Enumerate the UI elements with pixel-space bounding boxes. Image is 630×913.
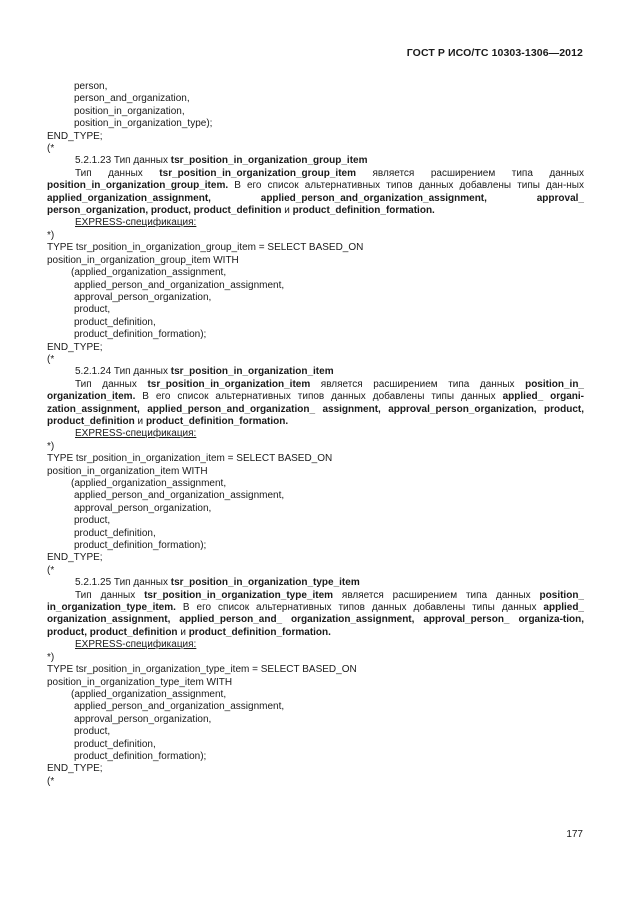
code-line: *) bbox=[47, 229, 55, 241]
code-line: END_TYPE; bbox=[47, 552, 103, 564]
code-line: TYPE tsr_position_in_organization_item = SELECT BASED_ON bbox=[47, 453, 333, 465]
document-header: ГОСТ Р ИСО/ТС 10303-1306—2012 bbox=[406, 47, 583, 59]
code-line: approval_person_organization, bbox=[74, 713, 212, 725]
code-line: product_definition_formation); bbox=[74, 540, 207, 552]
code-line: *) bbox=[47, 651, 55, 663]
code-line: product_definition, bbox=[74, 527, 156, 539]
code-line: *) bbox=[47, 440, 55, 452]
code-line: person, bbox=[74, 81, 108, 92]
section-paragraph: Тип данных tsr_position_in_organization_group_item является расширением типа данных position_in_organization_group_item. В его список альтернативных типов данных добавлены типы дан-ных applied_organization_assignment, applied_person_and_organization_assignment, approval_ person_organization, product, product_definition и product_definition_formation. bbox=[47, 167, 584, 217]
code-line: product_definition, bbox=[74, 316, 156, 328]
code-line: product, bbox=[74, 515, 111, 527]
code-line: (* bbox=[47, 564, 55, 576]
code-line: applied_person_and_organization_assignment, bbox=[74, 279, 285, 291]
code-line: TYPE tsr_position_in_organization_group_item = SELECT BASED_ON bbox=[47, 242, 364, 254]
code-line: position_in_organization_item WITH bbox=[47, 465, 208, 477]
code-line: product, bbox=[74, 726, 111, 738]
code-line: product_definition_formation); bbox=[74, 750, 207, 762]
code-line: product_definition, bbox=[74, 738, 156, 750]
code-line: position_in_organization_group_item WITH bbox=[47, 254, 239, 266]
code-line: position_in_organization, bbox=[74, 105, 185, 117]
document-body bbox=[47, 81, 584, 788]
section-paragraph: Тип данных tsr_position_in_organization_type_item является расширением типа данных position_ in_organization_type_item. В его список альтернативных типов данных добавлены типы данных applied_ organization_assignment, applied_person_and_ organization_assignment, approval_person_ organiza-tion, product, product_definition и product_definition_formation. bbox=[47, 589, 584, 638]
section-heading: 5.2.1.23 Тип данных tsr_position_in_organization_group_item bbox=[75, 155, 368, 167]
code-line: (* bbox=[47, 143, 55, 155]
code-line: END_TYPE; bbox=[47, 130, 103, 142]
section-heading: 5.2.1.24 Тип данных tsr_position_in_organization_item bbox=[75, 366, 334, 378]
section-paragraph: Тип данных tsr_position_in_organization_item является расширением типа данных position_in_ organization_item. В его список альтернативных типов данных добавлены типы данных applied_ organi-zation_assignment, applied_person_and_organization_ assignment, approval_person_organization, product, product_definition и product_definition_formation. bbox=[47, 378, 584, 427]
code-line: (applied_organization_assignment, bbox=[71, 688, 227, 700]
code-line: position_in_organization_type_item WITH bbox=[47, 676, 233, 688]
express-label: EXPRESS-спецификация: bbox=[75, 217, 197, 229]
code-line: END_TYPE; bbox=[47, 763, 103, 775]
code-line: approval_person_organization, bbox=[74, 502, 212, 514]
code-line: product_definition_formation); bbox=[74, 329, 207, 341]
code-line: person_and_organization, bbox=[74, 93, 190, 105]
section-heading: 5.2.1.25 Тип данных tsr_position_in_organization_type_item bbox=[75, 577, 360, 589]
code-line: (* bbox=[47, 775, 55, 787]
page-number: 177 bbox=[566, 829, 583, 840]
code-line: applied_person_and_organization_assignment, bbox=[74, 701, 285, 713]
express-label: EXPRESS-спецификация: bbox=[75, 428, 197, 440]
code-line: applied_person_and_organization_assignment, bbox=[74, 490, 285, 502]
code-line: product, bbox=[74, 304, 111, 316]
code-line: (applied_organization_assignment, bbox=[71, 267, 227, 279]
code-line: position_in_organization_type); bbox=[74, 118, 213, 130]
code-line: approval_person_organization, bbox=[74, 291, 212, 303]
code-line: (* bbox=[47, 353, 55, 365]
code-line: END_TYPE; bbox=[47, 341, 103, 353]
code-line: TYPE tsr_position_in_organization_type_item = SELECT BASED_ON bbox=[47, 664, 357, 676]
express-label: EXPRESS-спецификация: bbox=[75, 639, 197, 651]
code-line: (applied_organization_assignment, bbox=[71, 478, 227, 489]
